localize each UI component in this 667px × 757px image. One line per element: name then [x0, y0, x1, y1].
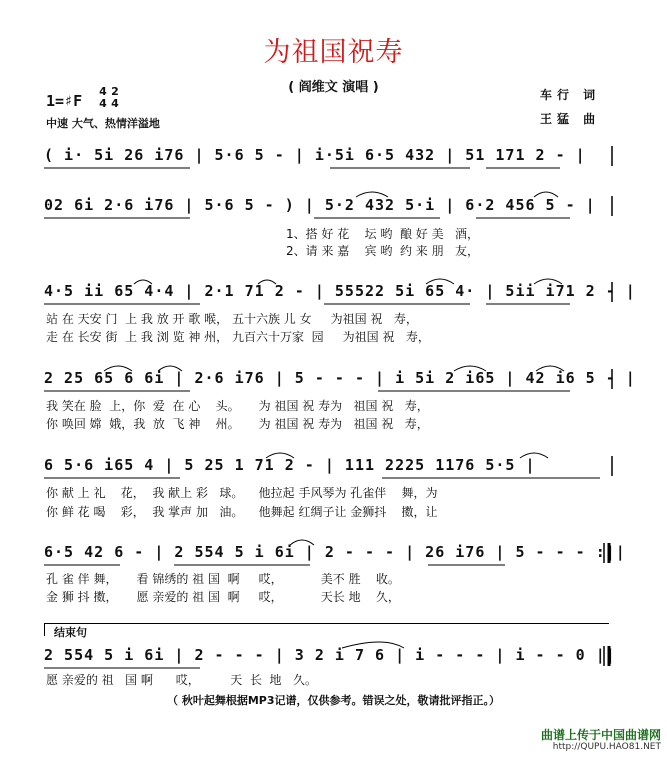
lyric-line-ending: 愿 亲爱的 祖 国 啊 哎， 天 长 地 久。	[46, 673, 317, 687]
ending-bracket	[44, 623, 609, 636]
lyricist-credit: 车行 词	[540, 88, 601, 102]
notation-system-3: 4·5 ii 65 4·4 | 2·1 71 2 - | 55522 5i 65 4· | 5ii i71 2 - |	[44, 282, 636, 300]
time-signature	[96, 86, 122, 110]
lyric-line-3a: 站 在 天安 门 上 我 放 开 歌 喉， 五十六族 儿 女 为祖国 祝 寿，	[46, 312, 418, 326]
time-first-top: 4	[99, 85, 107, 98]
composer-credit: 王猛 曲	[540, 112, 601, 126]
lyric-line-2b: 2、请 来 嘉 宾 哟 约 来 朋 友，	[286, 244, 480, 258]
lyric-line-4b: 你 唤回 嫦 娥，我 放 飞 神 州。 为 祖国 祝 寿为 祖国 祝 寿，	[46, 417, 429, 431]
watermark-url: http://QUPU.HAO81.NET	[552, 742, 661, 752]
time-first-bottom: 4	[99, 97, 107, 110]
time-second-top: 2	[111, 85, 119, 98]
lyric-line-2a: 1、搭 好 花 坛 哟 酿 好 美 酒，	[286, 227, 480, 241]
lyric-line-3b: 走 在 长安 街 上 我 浏 览 神 州， 九百六十万家 园 为祖国 祝 寿，	[46, 330, 430, 344]
lyric-line-6a: 孔 雀 伴 舞， 看 锦绣的 祖 国 啊 哎， 美不 胜 收。	[46, 572, 400, 586]
notation-system-2: 02 6i 2·6 i76 | 5·6 5 - ) | 5·2 432 5·i | 6·2 456 5 - |	[44, 196, 596, 214]
notation-system-4: 2 25 65 6 6i | 2·6 i76 | 5 - - - | i 5i 2 i65 | 42 i6 5 - |	[44, 369, 636, 387]
lyric-line-6b: 金 狮 抖 擞， 愿 亲爱的 祖 国 啊 哎， 天长 地 久，	[46, 590, 400, 604]
time-second-bottom: 4	[111, 97, 119, 110]
notation-system-ending: 2 554 5 i 6i | 2 - - - | 3 2 i 7 6 | i - - - | i - - 0 ||	[44, 646, 616, 664]
notation-system-6: 6·5 42 6 - | 2 554 5 i 6i | 2 - - - | 26 i76 | 5 - - - :||	[44, 543, 626, 561]
key-signature: 1=♯F	[46, 92, 83, 110]
notation-system-5: 6 5·6 i65 4 | 5 25 1 71 2 - | 111 2225 1176 5·5 |	[44, 456, 536, 474]
transcriber-note: （ 秋叶起舞根据MP3记谱，仅供参考。错误之处，敬请批评指正。）	[167, 694, 500, 707]
performer-line: ( 阎维文 演唱 )	[288, 80, 379, 95]
tempo-marking: 中速 大气、热情洋溢地	[46, 117, 160, 130]
lyric-line-5a: 你 献 上 礼 花， 我 献上 彩 球。 他拉起 手风琴为 孔雀伴 舞，为	[46, 486, 438, 500]
lyric-line-4a: 我 笑在 脸 上，你 爱 在 心 头。 为 祖国 祝 寿为 祖国 祝 寿，	[46, 399, 429, 413]
ending-label: 结束句	[54, 626, 87, 639]
notation-system-1: ( i· 5i 26 i76 | 5·6 5 - | i·5i 6·5 432 | 51 171 2 - |	[44, 146, 586, 164]
song-title: 为祖国祝寿	[263, 37, 404, 68]
lyric-line-5b: 你 鲜 花 喝 彩， 我 掌声 加 油。 他舞起 红绸子让 金狮抖 擞，让	[46, 505, 438, 519]
watermark-site-name: 曲谱上传于中国曲谱网	[540, 728, 661, 742]
